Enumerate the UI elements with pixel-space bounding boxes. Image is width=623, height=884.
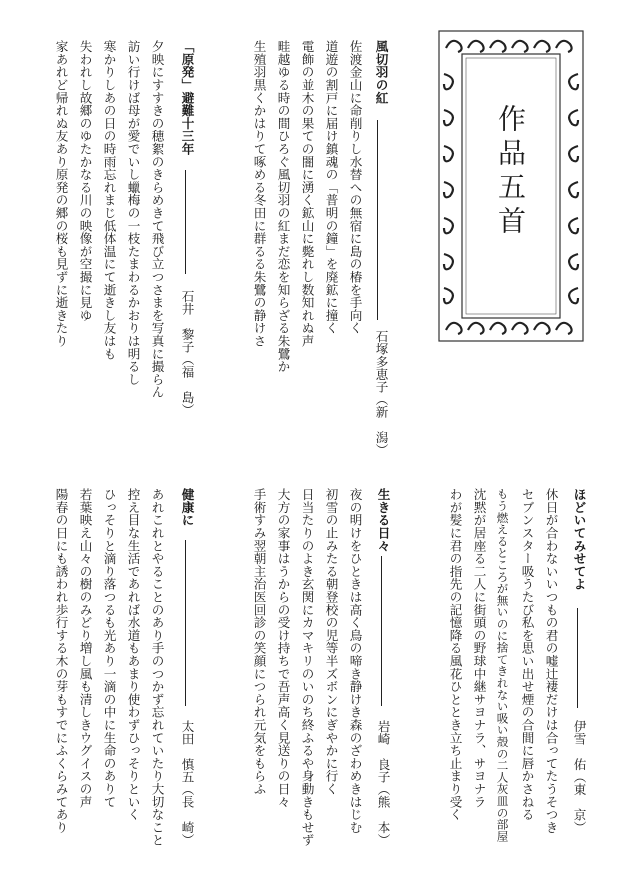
tanka-line: 畦越ゆる時の間ひろぐ風切羽の紅まだ恋を知らざる朱鷺か (275, 40, 291, 373)
work-title: ほどいてみせてよ (571, 488, 587, 591)
tanka-line: 若葉映え山々の樹のみどり増し風も清しきウグイスの声 (77, 488, 93, 808)
tanka-line: 休日が合わないいつもの君の嘘辻褄だけは合ってたうそつき (543, 488, 559, 834)
tanka-line: 電飾の並木の果ての闇に湧く鉱山に斃れし数知れぬ声 (299, 40, 315, 348)
title-dash (185, 170, 186, 274)
section-title: 作品五首 (494, 104, 527, 240)
title-dash (377, 120, 378, 320)
work-author: 伊雪 佑（東 京） (571, 720, 587, 834)
work-author: 岩崎 良子（熊 本） (375, 720, 391, 846)
title-dash (381, 556, 382, 706)
work-author: 石塚多恵子（新 潟） (373, 330, 389, 456)
work-title: 風切羽の紅 (373, 40, 389, 104)
tanka-line: 夜の明けをひときは高く鳥の啼き静けき森のざわめきはじむ (347, 488, 363, 834)
tanka-line: 生殖羽黒くかはりて啄める冬田に群るる朱鷺の静けさ (251, 40, 267, 348)
title-dash (577, 608, 578, 708)
tanka-line: 大方の家事はうからの受け持ちで吾声高く見送りの日々 (275, 488, 291, 808)
tanka-line: 控え目な生活であれば水道もあまり使わずひっそりといく (125, 488, 141, 821)
tanka-line: 失われし故郷のゆたかなる川の映像が空撮に見ゆ (77, 40, 93, 322)
tanka-line: ひっそりと滴り落つるも光あり一滴の中に生命のありて (101, 488, 117, 808)
tanka-line: 訪い行けば母が愛でいし蠟梅の一枝たまわるかおりは明るし (125, 40, 141, 386)
tanka-line: 沈黙が居座る二人に街頭の野球中継サヨナラ、サヨナラ (471, 488, 487, 808)
tanka-line: あれこれとやることのあり手のつかず忘れていたり大切なこと (149, 488, 165, 847)
tanka-line: 家あれど帰れぬ友あり原発の郷の桜も見ずに逝きたり (53, 40, 69, 348)
work-title: 健康に (179, 488, 195, 527)
tanka-line: 手術すみ翌朝主治医回診の笑顔につられ元気をもらふ (251, 488, 267, 796)
work-author: 石井 黎子（福 島） (179, 290, 195, 416)
title-dash (185, 540, 186, 706)
tanka-line: 佐渡金山に命削りし水替への無宿に島の椿を手向く (347, 40, 363, 335)
tanka-line: 夕映にすすきの穂絮のきらめきて飛び立つさまを写真に撮らん (149, 40, 165, 399)
tanka-line: わが髪に君の指先の記憶降る風花ひととき立ち止まり受く (447, 488, 463, 821)
tanka-line: セブンスター吸うたび私を思い出せ煙の合間に唇かさねる (519, 488, 535, 821)
tanka-line: 日当たりのよき玄関にカマキリのいのち終ふるや身動きもせず (299, 488, 315, 847)
tanka-line: 陽春の日にも誘われ歩行する木の芽もすでにふくらみてあり (53, 488, 69, 834)
work-author: 太田 慎五（長 崎） (179, 720, 195, 846)
work-title: 生きる日々 (375, 488, 391, 552)
tanka-line: 道遊の割戸に届け鎮魂の「普明の鐘」を廃鉱に撞く (323, 40, 339, 335)
work-title: 「原発」避難十三年 (179, 40, 195, 156)
tanka-line: もう燃えるところが無いのに捨てきれない吸い殻の二人灰皿の部屋 (495, 488, 510, 842)
tanka-line: 初雪の止みたる朝登校の児等半ズボンにぎやかに行く (323, 488, 339, 796)
tanka-line: 寒かりしあの日の時雨忘れまじ低体温にて逝きし友はも (101, 40, 117, 360)
